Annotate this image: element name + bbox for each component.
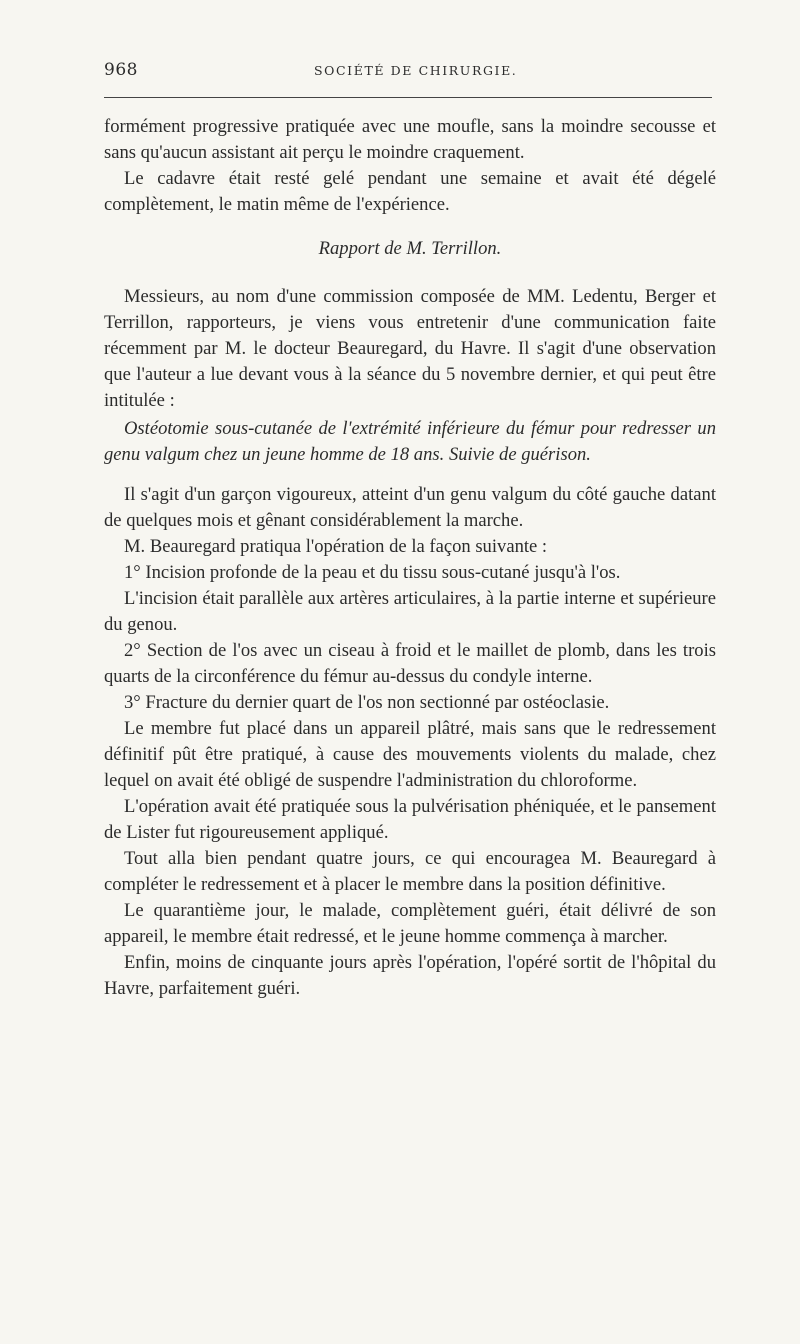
page-header	[104, 60, 716, 86]
paragraph-plaster: Le membre fut placé dans un appareil plâtré, mais sans que le redressement définitif pût être pratiqué, à cause des mouvements violents du malade, chez lequel on avait été obligé de suspendre l'administration du chloroforme.	[104, 718, 716, 791]
paragraph-incision: L'incision était parallèle aux artères articulaires, à la partie interne et supérieure du genou.	[104, 588, 716, 635]
step-3: 3° Fracture du dernier quart de l'os non sectionné par ostéoclasie.	[124, 692, 610, 713]
paragraph-continuation: formément progressive pratiquée avec une moufle, sans la moindre secousse et sans qu'aucun assistant ait perçu le moindre craquement.	[104, 116, 716, 163]
paragraph-fortieth-day: Le quarantième jour, le malade, complètement guéri, était délivré de son appareil, le membre était redressé, et le jeune homme commença à marcher.	[104, 900, 716, 947]
step-1: 1° Incision profonde de la peau et du tissu sous-cutané jusqu'à l'os.	[124, 562, 621, 583]
paragraph-conclusion: Enfin, moins de cinquante jours après l'opération, l'opéré sortit de l'hôpital du Havre, parfaitement guéri.	[104, 952, 716, 999]
paragraph-procedure: M. Beauregard pratiqua l'opération de la façon suivante :	[124, 536, 548, 557]
body-text	[104, 114, 716, 1002]
section-heading: Rapport de M. Terrillon.	[318, 238, 502, 259]
paragraph-lister: L'opération avait été pratiquée sous la pulvérisation phéniquée, et le pansement de Lister fut rigoureusement appliqué.	[104, 796, 716, 843]
running-title: SOCIÉTÉ DE CHIRURGIE.	[314, 63, 518, 78]
paragraph-cadaver: Le cadavre était resté gelé pendant une semaine et avait été dégelé complètement, le matin même de l'expérience.	[104, 168, 716, 215]
observation-title: Ostéotomie sous-cutanée de l'extrémité inférieure du fémur pour redresser un genu valgum chez un jeune homme de 18 ans. Suivie de guérison.	[104, 418, 716, 465]
paragraph-four-days: Tout alla bien pendant quatre jours, ce qui encouragea M. Beauregard à compléter le redressement et à placer le membre dans la position définitive.	[104, 848, 716, 895]
paragraph-intro: Messieurs, au nom d'une commission composée de MM. Ledentu, Berger et Terrillon, rapporteurs, je viens vous entretenir d'une communication faite récemment par M. le docteur Beauregard, du Havre. Il s'agit d'une observation que l'auteur a lue devant vous à la séance du 5 novembre dernier, et qui peut être intitulée :	[104, 286, 716, 411]
paragraph-patient: Il s'agit d'un garçon vigoureux, atteint d'un genu valgum du côté gauche datant de quelques mois et gênant considérablement la marche.	[104, 484, 716, 531]
step-2: 2° Section de l'os avec un ciseau à froid et le maillet de plomb, dans les trois quarts de la circonférence du fémur au-dessus du condyle interne.	[104, 640, 716, 687]
page-number: 968	[104, 60, 138, 80]
header-rule	[104, 97, 712, 98]
